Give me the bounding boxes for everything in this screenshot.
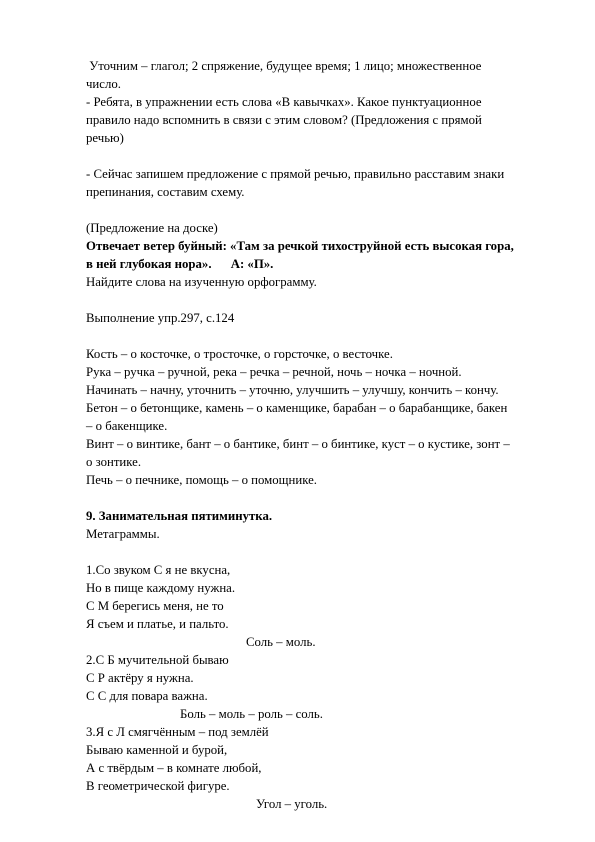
- riddle-line: 2.С Б мучительной бываю: [86, 653, 229, 667]
- riddle-line: А с твёрдым – в комнате любой,: [86, 761, 262, 775]
- punctuation-scheme: А: «П».: [230, 257, 274, 271]
- riddle-line: Я съем и платье, и пальто.: [86, 617, 229, 631]
- word-list-line: Печь – о печнике, помощь – о помощнике.: [86, 473, 317, 487]
- spacer: [86, 291, 556, 309]
- board-sentence-line: [86, 255, 556, 273]
- word-list-line: Рука – ручка – ручной, река – речка – речной, ночь – ночка – ночной.: [86, 365, 462, 379]
- teacher-question-line: - Ребята, в упражнении есть слова «В кавычках». Какое пунктуационное: [86, 95, 482, 109]
- word-list-line: Начинать – начну, уточнить – уточню, улучшить – улучшу, кончить – кончу.: [86, 383, 499, 397]
- task-line: - Сейчас запишем предложение с прямой речью, правильно расставим знаки: [86, 167, 505, 181]
- spacer: [86, 543, 556, 561]
- riddle-answer: Боль – моль – роль – соль.: [180, 707, 323, 721]
- riddle-answer: Соль – моль.: [246, 635, 316, 649]
- word-list-line: Кость – о косточке, о тросточке, о горсточке, о весточке.: [86, 347, 393, 361]
- board-sentence-end: в ней глубокая нора».: [86, 257, 212, 271]
- riddle-line: С М берегись меня, не то: [86, 599, 224, 613]
- riddle-line: С Р актёру я нужна.: [86, 671, 194, 685]
- riddle-line: В геометрической фигуре.: [86, 779, 230, 793]
- teacher-question-line: речью): [86, 131, 124, 145]
- spacer: [86, 327, 556, 345]
- riddle-line: Бываю каменной и бурой,: [86, 743, 228, 757]
- word-list-line: – о бакенщике.: [86, 419, 168, 433]
- riddle-line: С С для повара важна.: [86, 689, 208, 703]
- find-words-instruction: Найдите слова на изученную орфограмму.: [86, 275, 317, 289]
- riddle-line: Но в пище каждому нужна.: [86, 581, 236, 595]
- spacer: [86, 147, 556, 165]
- spacer: [86, 201, 556, 219]
- word-list-line: о зонтике.: [86, 455, 142, 469]
- exercise-title: Выполнение упр.297, с.124: [86, 311, 235, 325]
- board-sentence-line: Отвечает ветер буйный: «Там за речкой тихоструйной есть высокая гора,: [86, 239, 514, 253]
- riddle-line: 1.Со звуком С я не вкусна,: [86, 563, 231, 577]
- teacher-question-line: правило надо вспомнить в связи с этим словом? (Предложения с прямой: [86, 113, 482, 127]
- document-text: [86, 57, 556, 813]
- verb-analysis-line: Уточним – глагол; 2 спряжение, будущее время; 1 лицо; множественное: [86, 59, 482, 73]
- verb-analysis-line: число.: [86, 77, 121, 91]
- word-list-line: Бетон – о бетонщике, камень – о каменщике, барабан – о барабанщике, бакен: [86, 401, 508, 415]
- section-subtitle: Метаграммы.: [86, 527, 160, 541]
- riddle-answer: Угол – уголь.: [256, 797, 328, 811]
- section-title: 9. Занимательная пятиминутка.: [86, 509, 273, 523]
- riddle-line: 3.Я с Л смягчённым – под землёй: [86, 725, 269, 739]
- spacer: [86, 489, 556, 507]
- word-list-line: Винт – о винтике, бант – о бантике, бинт – о бинтике, куст – о кустике, зонт –: [86, 437, 510, 451]
- board-note: (Предложение на доске): [86, 221, 218, 235]
- task-line: препинания, составим схему.: [86, 185, 245, 199]
